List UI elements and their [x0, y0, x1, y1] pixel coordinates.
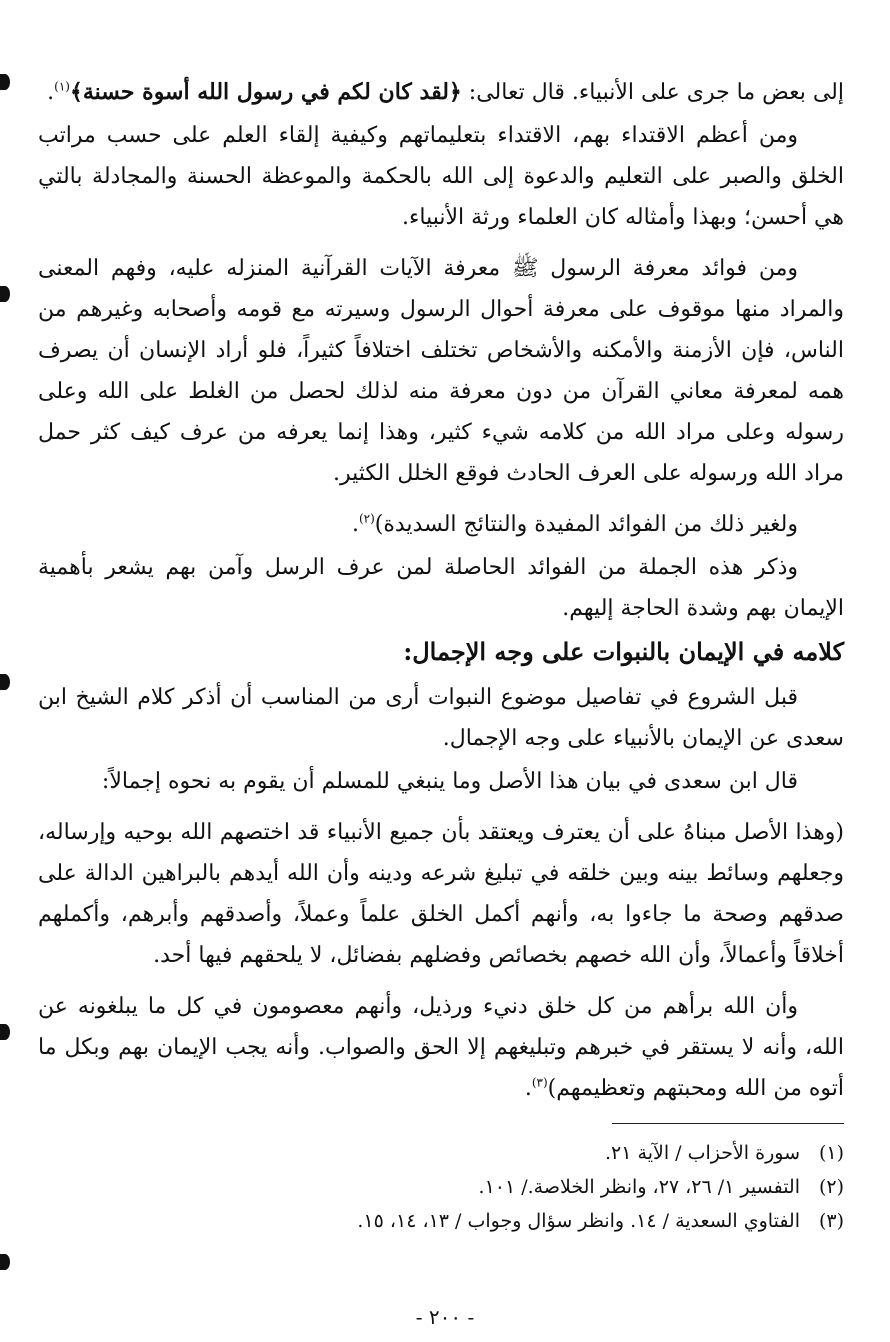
footnote-text: الفتاوي السعدية / ١٤. وانظر سؤال وجواب / ١٣، ١٤، ١٥. — [357, 1210, 800, 1232]
paragraph-4-text: ولغير ذلك من الفوائد المفيدة والنتائج السديدة) — [374, 512, 798, 537]
paragraph-8: (وهذا الأصل مبناهُ على أن يعترف ويعتقد بأن جميع الأنبياء قد اختصهم الله بوحيه وإرساله، وجعلهم وسائط بينه وبين خلقه في تبليغ شرعه ودينه وأن الله أيدهم بالبراهين الدالة على صدقهم وصحة ما جاءوا به، وأنهم أكمل الخلق علماً وعملاً، وأصدقهم وأبرهم، وأكملهم أخلاقاً وأعمالاً، وأن الله خصهم بخصائص وفضلهم بفضائل، لا يلحقهم فيها أحد. — [38, 820, 844, 968]
binding-mark — [0, 74, 10, 90]
page-body — [38, 72, 844, 1322]
paragraph-9 — [38, 986, 844, 1109]
footnote-divider — [612, 1123, 844, 1124]
paragraph-6: قبل الشروع في تفاصيل موضوع النبوات أرى من المناسب أن أذكر كلام الشيخ ابن سعدى عن الإيمان بالأنبياء على وجه الإجمال. — [38, 685, 844, 751]
footnote-number: (٢) — [818, 1176, 844, 1198]
paragraph-9-text: وأن الله برأهم من كل خلق دنيء ورذيل، وأنهم معصومون في كل ما يبلغونه عن الله، وأنه لا يستقر في خبرهم وتبليغهم إلا الحق والصواب. وأنه يجب الإيمان بهم وبكل ما أتوه من الله ومحبتهم وتعظيمهم) — [38, 994, 844, 1101]
footnote-text: سورة الأحزاب / الآية ٢١. — [605, 1142, 800, 1164]
footnote-ref-1[interactable]: (١) — [54, 79, 70, 94]
footnote-ref-3[interactable]: (٣) — [531, 1075, 548, 1090]
paragraph-4-end: . — [351, 512, 359, 537]
binding-mark — [0, 1024, 10, 1040]
binding-mark — [0, 1254, 10, 1270]
paragraph-3: ومن فوائد معرفة الرسول ﷺ معرفة الآيات القرآنية المنزله عليه، وفهم المعنى والمراد منها موقوف على معرفة أحوال الرسول وسيرته مع قومه وأصحابه وغيرهم من الناس، فإن الأزمنة والأمكنه والأشخاص تختلف اختلافاً كثيراً، فلو أراد الإنسان أن يصرف همه لمعرفة معاني القرآن من دون معرفة منه لذلك لحصل من الغلط على الله وعلى رسوله وعلى مراد الله من كلامه شيء كثير، وهذا إنما يعرفه من عرف كيف كثر حمل مراد الله ورسوله على العرف الحادث فوقع الخلل الكثير. — [38, 256, 844, 486]
paragraph-1-end: . — [47, 80, 55, 105]
quran-quote: ﴿لقد كان لكم في رسول الله أسوة حسنة﴾ — [69, 79, 462, 105]
paragraph-1 — [38, 72, 844, 113]
paragraph-5: وذكر هذه الجملة من الفوائد الحاصلة لمن عرف الرسل وآمن بهم يشعر بأهمية الإيمان بهم وشدة الحاجة إليهم. — [38, 555, 844, 621]
section-heading: كلامه في الإيمان بالنبوات على وجه الإجمال: — [403, 637, 844, 666]
footnote-number: (٣) — [818, 1210, 844, 1232]
paragraph-2: ومن أعظم الاقتداء بهم، الاقتداء بتعليماتهم وكيفية إلقاء العلم على حسب مراتب الخلق والصبر على التعليم والدعوة إلى الله بالحكمة والموعظة الحسنة والمجادلة بالتي هي أحسن؛ وبهذا وأمثاله كان العلماء ورثة الأنبياء. — [38, 123, 844, 230]
footnote-ref-2[interactable]: (٢) — [358, 511, 375, 526]
page-number: - ٢٠٠ - — [415, 1305, 475, 1329]
footnote-text: التفسير ١/ ٢٦، ٢٧، وانظر الخلاصة./ ١٠١. — [478, 1176, 800, 1198]
footnote-2 — [38, 1170, 844, 1204]
footnote-3 — [38, 1204, 844, 1238]
footnote-1 — [38, 1136, 844, 1170]
paragraph-4 — [38, 504, 844, 545]
binding-mark — [0, 674, 10, 690]
paragraph-1-text: إلى بعض ما جرى على الأنبياء. قال تعالى: — [461, 80, 844, 105]
binding-mark — [0, 286, 10, 302]
paragraph-9-end: . — [524, 1076, 532, 1101]
paragraph-7: قال ابن سعدى في بيان هذا الأصل وما ينبغي للمسلم أن يقوم به نحوه إجمالاً: — [101, 769, 798, 794]
footnote-number: (١) — [818, 1142, 844, 1164]
footnotes — [38, 1136, 844, 1238]
